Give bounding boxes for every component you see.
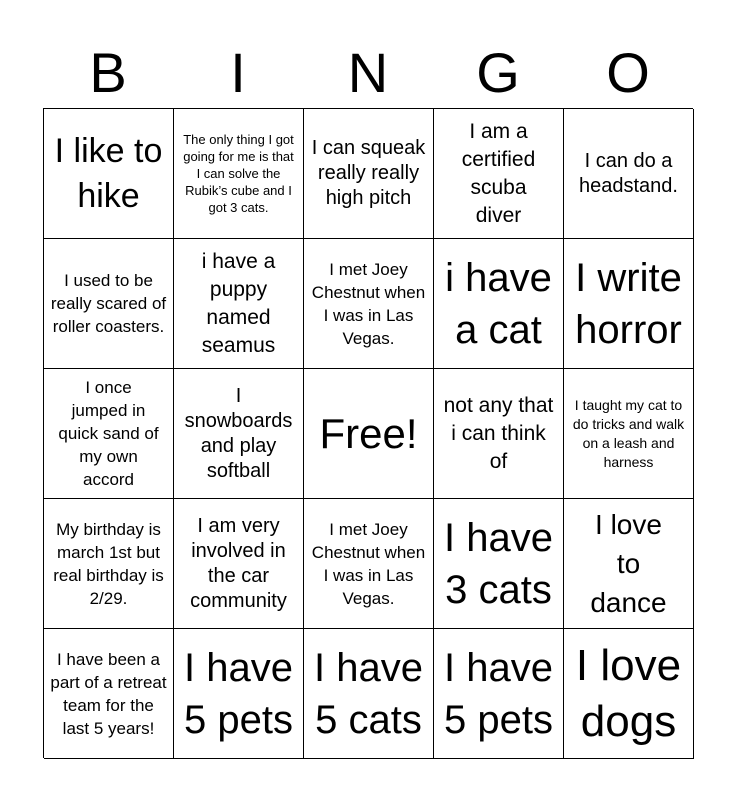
cell-text: I can do a headstand. (579, 149, 678, 197)
bingo-cell-5-2[interactable] (174, 629, 304, 759)
cell-text: I am very involved in the car community (190, 514, 287, 612)
bingo-cell-2-5[interactable] (564, 239, 694, 369)
cell-text: I write horror (575, 255, 682, 352)
bingo-cell-2-2[interactable] (174, 239, 304, 369)
header-letter-n: N (347, 41, 389, 104)
header-letter-i: I (230, 41, 246, 104)
bingo-cell-4-4[interactable] (434, 499, 564, 629)
bingo-cell-4-2[interactable] (174, 499, 304, 629)
cell-text: The only thing I got going for me is that I can solve the Rubik’s cube and I got 3 cats. (183, 132, 294, 215)
bingo-header (43, 40, 693, 106)
free-space: Free! (319, 409, 418, 457)
cell-text: i have a puppy named seamus (201, 249, 276, 357)
header-letter-o: O (606, 41, 650, 104)
bingo-cell-5-1[interactable] (44, 629, 174, 759)
cell-text: I like to hike (54, 131, 163, 215)
cell-text: I taught my cat to do tricks and walk on a leash and harness (572, 396, 685, 470)
cell-text: I have 5 cats (314, 645, 423, 742)
bingo-cell-5-5[interactable] (564, 629, 694, 759)
bingo-cell-2-4[interactable] (434, 239, 564, 369)
cell-text: My birthday is march 1st but real birthday is 2/29. (53, 519, 164, 608)
bingo-cell-1-4[interactable] (434, 109, 564, 239)
bingo-cell-4-3[interactable] (304, 499, 434, 629)
bingo-cell-2-3[interactable] (304, 239, 434, 369)
bingo-cell-3-5[interactable] (564, 369, 694, 499)
cell-text: I am a certified scuba diver (461, 119, 536, 227)
cell-text: I love dogs (575, 640, 682, 746)
bingo-cell-3-3[interactable] (304, 369, 434, 499)
bingo-cell-1-5[interactable] (564, 109, 694, 239)
bingo-cell-2-1[interactable] (44, 239, 174, 369)
cell-text: I met Joey Chestnut when I was in Las Vegas. (311, 259, 426, 348)
header-letter-b: B (89, 41, 127, 104)
cell-text: I have been a part of a retreat team for the last 5 years! (50, 649, 167, 738)
bingo-cell-1-1[interactable] (44, 109, 174, 239)
cell-text: I used to be really scared of roller coasters. (50, 271, 167, 336)
cell-text: i have a cat (445, 255, 552, 352)
cell-text: I met Joey Chestnut when I was in Las Vegas. (311, 519, 426, 608)
cell-text: I have 5 pets (184, 645, 293, 742)
cell-text: I snowboards and play softball (184, 384, 293, 482)
header-letter-g: G (476, 41, 520, 104)
cell-text: I can squeak really really high pitch (311, 137, 426, 209)
bingo-board (43, 108, 693, 758)
bingo-cell-1-2[interactable] (174, 109, 304, 239)
bingo-cell-5-4[interactable] (434, 629, 564, 759)
cell-text: I once jumped in quick sand of my own accord (58, 378, 159, 489)
bingo-cell-1-3[interactable] (304, 109, 434, 239)
cell-text: not any that i can think of (443, 393, 554, 473)
cell-text: I have 3 cats (444, 515, 553, 612)
cell-text: I love to dance (590, 509, 667, 618)
bingo-cell-3-2[interactable] (174, 369, 304, 499)
cell-text: I have 5 pets (444, 645, 553, 742)
bingo-cell-4-1[interactable] (44, 499, 174, 629)
bingo-cell-3-4[interactable] (434, 369, 564, 499)
bingo-cell-5-3[interactable] (304, 629, 434, 759)
bingo-cell-3-1[interactable] (44, 369, 174, 499)
bingo-cell-4-5[interactable] (564, 499, 694, 629)
